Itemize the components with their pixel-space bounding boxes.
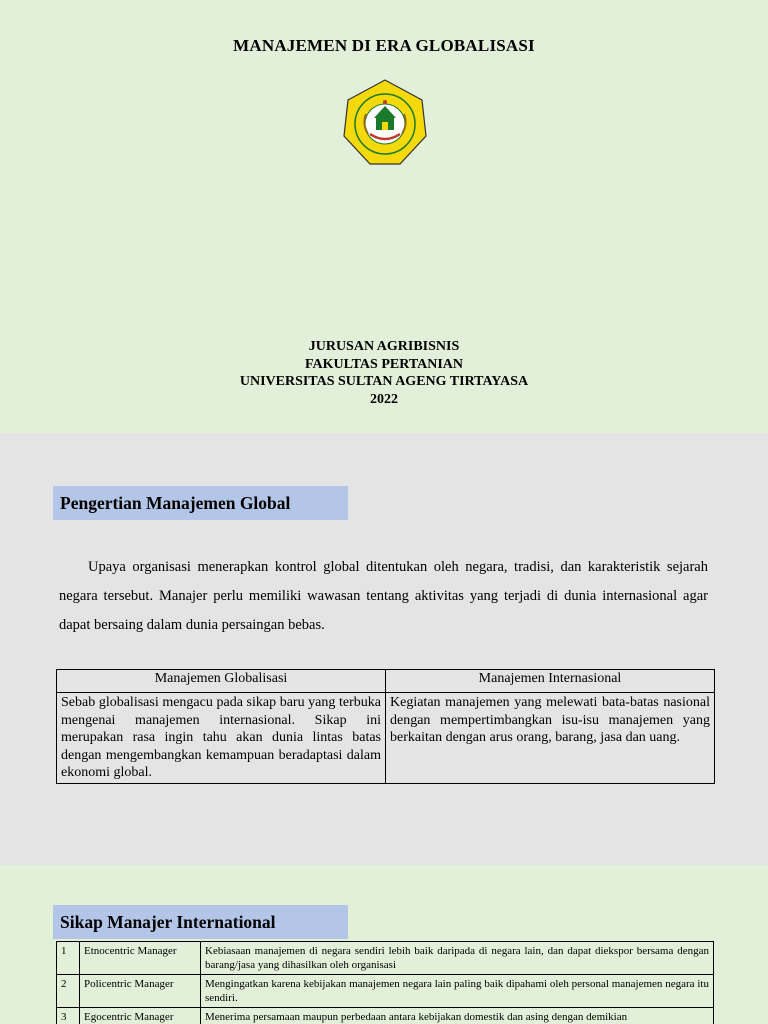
university-logo bbox=[340, 78, 430, 168]
institution-block bbox=[0, 338, 768, 408]
attitudes-table bbox=[56, 941, 714, 1024]
definition-paragraph: Upaya organisasi menerapkan kontrol global ditentukan oleh negara, tradisi, dan karakteristik sejarah negara tersebut. Manajer perlu memiliki wawasan tentang aktivitas yang terjadi di dunia internasional agar dapat bersaing dalam dunia persaingan bebas. bbox=[59, 559, 708, 633]
manager-description: Kebiasaan manajemen di negara sendiri lebih baik daripada di negara lain, dan dapat diekspor bersama dengan barang/jasa yang dihasilkan oleh organisasi bbox=[201, 942, 714, 975]
manager-description: Mengingatkan karena kebijakan manajemen negara lain paling baik dipahami oleh personal manajemen negara itu sendiri. bbox=[201, 975, 714, 1008]
table-row bbox=[57, 1008, 714, 1024]
university-name: UNIVERSITAS SULTAN AGENG TIRTAYASA bbox=[239, 374, 529, 389]
row-number: 3 bbox=[57, 1008, 80, 1024]
section-heading-definition: Pengertian Manajemen Global bbox=[53, 486, 348, 520]
column-header-globalisasi: Manajemen Globalisasi bbox=[57, 670, 386, 693]
definition-page bbox=[0, 433, 768, 865]
comparison-table bbox=[56, 669, 715, 784]
document-title: MANAJEMEN DI ERA GLOBALISASI bbox=[233, 36, 535, 55]
row-number: 1 bbox=[57, 942, 80, 975]
cover-page bbox=[0, 0, 768, 433]
faculty-name: FAKULTAS PERTANIAN bbox=[304, 356, 464, 372]
table-row bbox=[57, 975, 714, 1008]
cell-globalisasi: Sebab globalisasi mengacu pada sikap baru yang terbuka mengenai manajemen internasional. Sikap ini merupakan rasa ingin tahu akan dunia lintas batas dengan mengembangkan kemampuan beradaptasi dalam ekonomi global. bbox=[57, 693, 386, 784]
manager-type: Policentric Manager bbox=[80, 975, 201, 1008]
section-heading-attitudes: Sikap Manajer International bbox=[53, 905, 348, 939]
attitudes-page bbox=[0, 865, 768, 1024]
column-header-internasional: Manajemen Internasional bbox=[386, 670, 715, 693]
manager-type: Egocentric Manager bbox=[80, 1008, 201, 1024]
table-header-row bbox=[57, 670, 715, 693]
department-name: JURUSAN AGRIBISNIS bbox=[308, 339, 460, 354]
manager-type: Etnocentric Manager bbox=[80, 942, 201, 975]
row-number: 2 bbox=[57, 975, 80, 1008]
table-row bbox=[57, 942, 714, 975]
table-row bbox=[57, 693, 715, 784]
manager-description: Menerima persamaan maupun perbedaan antara kebijakan domestik dan asing dengan demikian bbox=[201, 1008, 714, 1024]
year: 2022 bbox=[370, 391, 398, 407]
cell-internasional: Kegiatan manajemen yang melewati bata-batas nasional dengan mempertimbangkan isu-isu manajemen yang berkaitan dengan arus orang, barang, jasa dan uang. bbox=[386, 693, 715, 784]
